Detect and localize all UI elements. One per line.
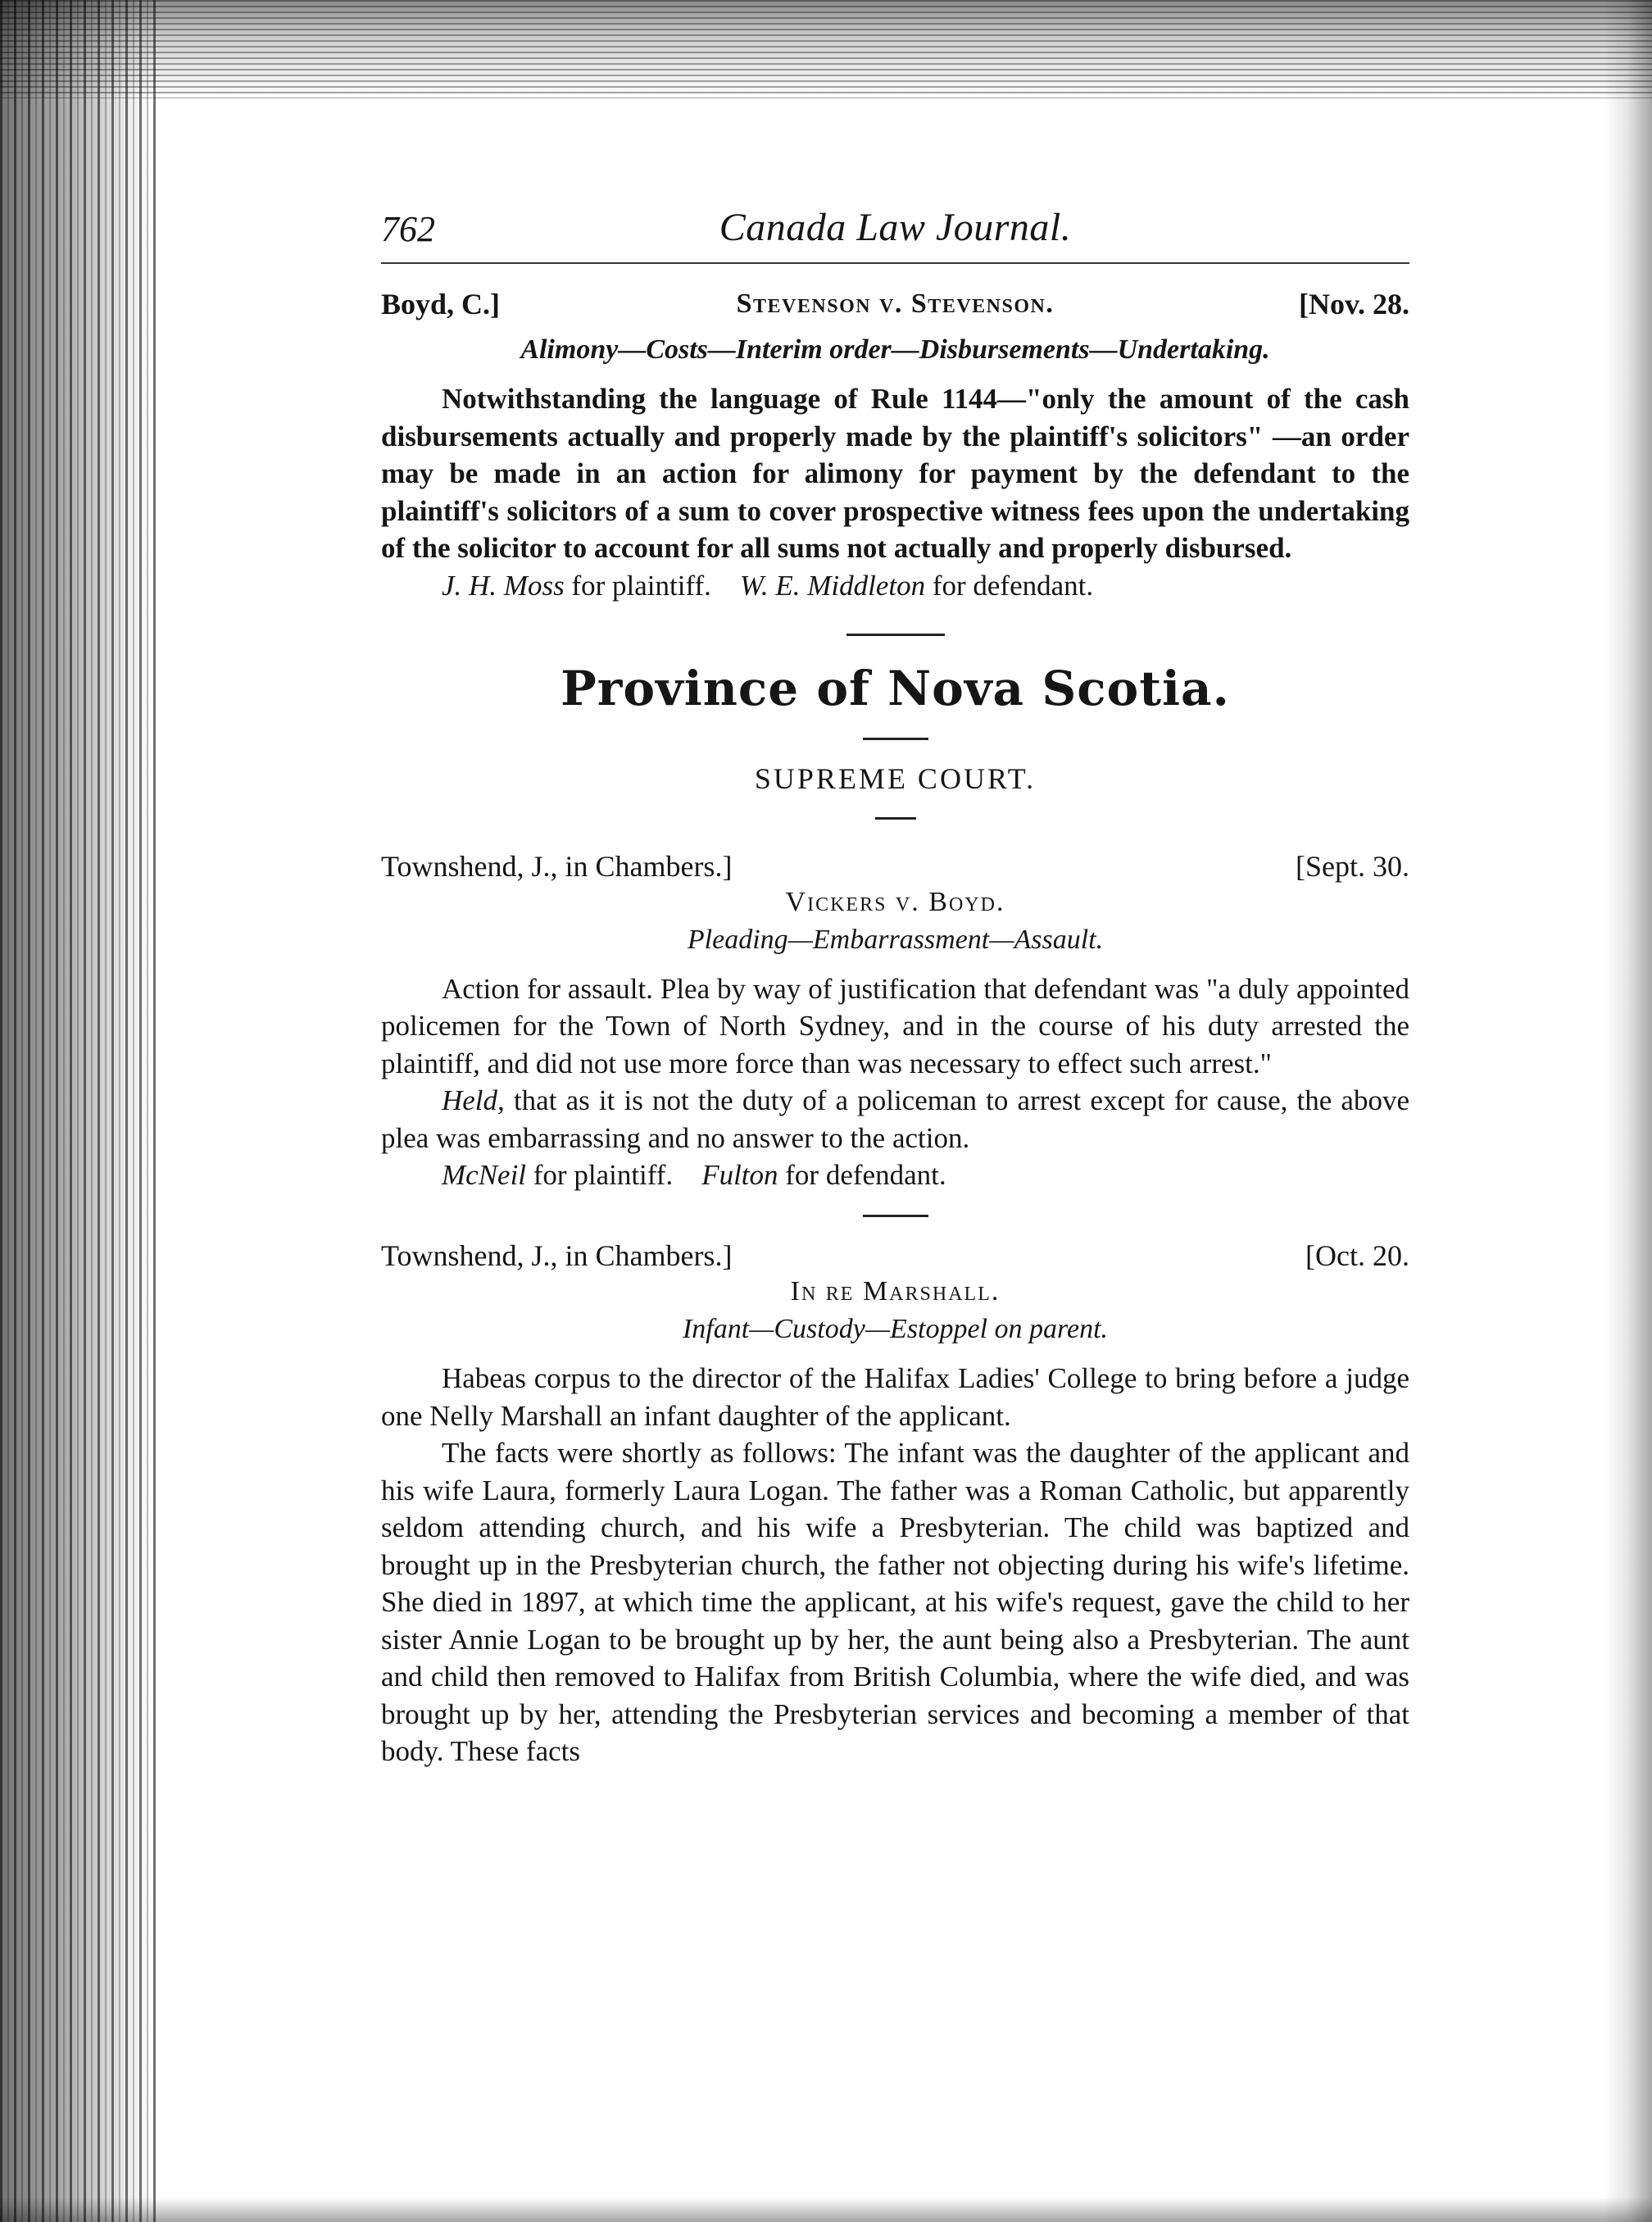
section-divider xyxy=(863,1215,928,1217)
counsel-plaintiff-role: for plaintiff. xyxy=(564,569,711,602)
court-heading: SUPREME COURT. xyxy=(754,761,1037,795)
journal-page xyxy=(381,197,1409,1770)
case-marshall xyxy=(381,1238,1409,1770)
counsel-plaintiff-name: McNeil xyxy=(442,1159,527,1191)
scan-shadow-right xyxy=(1603,0,1652,2222)
case-judge: Townshend, J., in Chambers.] xyxy=(381,849,733,883)
section-divider xyxy=(875,817,916,820)
case-name: In re Marshall. xyxy=(790,1276,1001,1306)
case-headnote: Notwithstanding the language of Rule 1144—"only the amount of the cash disbursements actually and properly made by the plaintiff's solicitors" —an order may be made in an action for alimony for payment by the defendant to the plaintiff's solicitors of a sum to cover prospective witness fees upon the undertaking of the solicitor to account for all sums not actually and properly disbursed. xyxy=(381,383,1409,564)
scan-shadow-top xyxy=(0,0,1652,98)
case-header xyxy=(381,849,1409,887)
section-divider xyxy=(863,738,928,740)
case-date: [Sept. 30. xyxy=(1296,849,1409,883)
case-paragraph: Habeas corpus to the director of the Halifax Ladies' College to bring before a judge one Nelly Marshall an infant daughter of the applicant. xyxy=(381,1362,1409,1432)
case-catchwords: Pleading—Embarrassment—Assault. xyxy=(687,924,1104,955)
case-counsel xyxy=(381,1156,1409,1193)
scan-shadow-left xyxy=(0,0,156,2222)
holding-text: that as it is not the duty of a policeman to arrest except for cause, the above plea was embarrassing and no answer to the action. xyxy=(381,1084,1409,1154)
held-word: Held, xyxy=(442,1084,505,1116)
counsel-defendant-role: for defendant. xyxy=(778,1159,946,1191)
case-counsel xyxy=(381,567,1409,604)
case-vickers xyxy=(381,849,1409,1194)
case-paragraph: Action for assault. Plea by way of justification that defendant was "a duly appointed policemen for the Town of North Sydney, and in the course of his duty arrested the plaintiff, and did not use more force than was necessary to effect such arrest." xyxy=(381,972,1409,1079)
case-holding xyxy=(381,1082,1409,1156)
counsel-defendant-role: for defendant. xyxy=(925,569,1094,602)
case-header xyxy=(381,1238,1409,1276)
running-head xyxy=(381,197,1409,264)
case-judge: Boyd, C.] xyxy=(381,288,501,320)
counsel-defendant-name: W. E. Middleton xyxy=(739,569,926,602)
case-catchwords: Alimony—Costs—Interim order—Disbursements—Undertaking. xyxy=(520,334,1270,365)
counsel-defendant-name: Fulton xyxy=(701,1159,778,1191)
case-date: [Oct. 20. xyxy=(1305,1239,1409,1272)
case-paragraph: The facts were shortly as follows: The infant was the daughter of the applicant and his wife Laura, formerly Laura Logan. The father was a Roman Catholic, but apparently seldom attending church, and his wife a Presbyterian. The child was baptized and brought up in the Presbyterian church, the father not objecting during his wife's lifetime. She died in 1897, at which time the applicant, at his wife's request, gave the child to her sister Annie Logan to be brought up by her, the aunt being also a Presbyterian. The aunt and child then removed to Halifax from British Columbia, where the wife died, and was brought up by her, attending the Presbyterian services and becoming a member of that body. These facts xyxy=(381,1437,1409,1767)
case-header xyxy=(381,287,1409,334)
case-catchwords: Infant—Custody—Estoppel on parent. xyxy=(682,1314,1109,1344)
case-name: Stevenson v. Stevenson. xyxy=(736,289,1055,319)
page-number: 762 xyxy=(381,209,435,249)
case-name: Vickers v. Boyd. xyxy=(785,886,1005,917)
counsel-plaintiff-name: J. H. Moss xyxy=(442,569,565,602)
counsel-plaintiff-role: for plaintiff. xyxy=(526,1159,674,1191)
scan-shadow-bottom xyxy=(0,2197,1652,2222)
case-date: [Nov. 28. xyxy=(1299,288,1409,320)
province-heading: Province of Nova Scotia. xyxy=(560,660,1230,716)
journal-title: Canada Law Journal. xyxy=(719,206,1072,249)
case-judge: Townshend, J., in Chambers.] xyxy=(381,1239,733,1272)
section-divider xyxy=(846,634,945,636)
case-stevenson xyxy=(381,287,1409,604)
